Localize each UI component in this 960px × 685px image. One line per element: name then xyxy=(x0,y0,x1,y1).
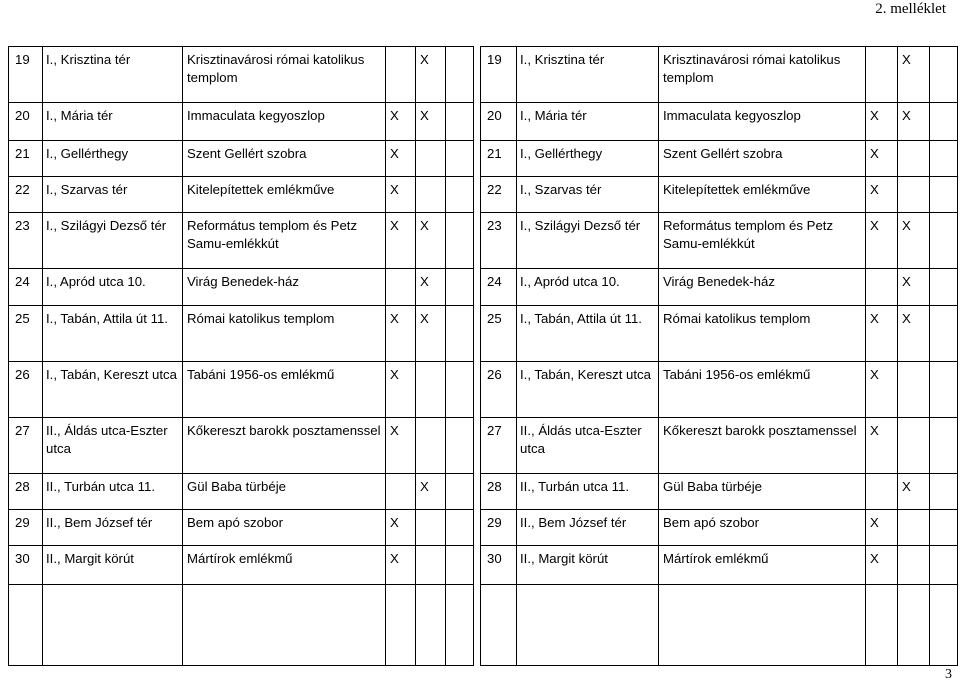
right-table-row xyxy=(481,213,958,269)
row-mark-1: X xyxy=(866,418,898,474)
row-location: II., Áldás utca-Eszter utca xyxy=(43,418,183,474)
row-number: 30 xyxy=(9,546,43,585)
row-mark-2 xyxy=(416,418,446,474)
left-table-row xyxy=(9,474,474,510)
right-table-row xyxy=(481,418,958,474)
row-mark-2: X xyxy=(898,306,930,362)
row-location: I., Mária tér xyxy=(43,103,183,141)
row-empty-cell xyxy=(446,141,474,177)
row-monument: Krisztinavárosi római katolikus templom xyxy=(659,47,866,103)
empty-cell xyxy=(446,585,474,666)
row-mark-1: X xyxy=(386,306,416,362)
empty-cell xyxy=(183,585,386,666)
empty-cell xyxy=(866,585,898,666)
row-number: 29 xyxy=(9,510,43,546)
row-mark-2: X xyxy=(416,306,446,362)
row-location: I., Szilágyi Dezső tér xyxy=(43,213,183,269)
row-empty-cell xyxy=(930,474,958,510)
row-number: 19 xyxy=(9,47,43,103)
row-number: 28 xyxy=(481,474,517,510)
row-location: I., Tabán, Kereszt utca xyxy=(517,362,659,418)
row-location: I., Szarvas tér xyxy=(517,177,659,213)
row-number: 19 xyxy=(481,47,517,103)
row-location: I., Szarvas tér xyxy=(43,177,183,213)
row-mark-2 xyxy=(416,141,446,177)
row-mark-1 xyxy=(866,474,898,510)
row-mark-2 xyxy=(416,177,446,213)
row-mark-1: X xyxy=(386,177,416,213)
row-number: 22 xyxy=(9,177,43,213)
row-empty-cell xyxy=(930,362,958,418)
monument-table-left xyxy=(8,46,474,666)
row-monument: Mártírok emlékmű xyxy=(659,546,866,585)
row-location: I., Gellérthegy xyxy=(517,141,659,177)
row-empty-cell xyxy=(930,510,958,546)
row-monument: Bem apó szobor xyxy=(659,510,866,546)
left-table-empty-row xyxy=(9,585,474,666)
right-table-row xyxy=(481,546,958,585)
row-monument: Tabáni 1956-os emlékmű xyxy=(183,362,386,418)
row-location: I., Apród utca 10. xyxy=(43,269,183,306)
row-mark-1: X xyxy=(866,362,898,418)
row-empty-cell xyxy=(446,474,474,510)
row-location: I., Krisztina tér xyxy=(517,47,659,103)
left-table-row xyxy=(9,362,474,418)
row-location: I., Gellérthegy xyxy=(43,141,183,177)
left-table-row xyxy=(9,546,474,585)
empty-cell xyxy=(9,585,43,666)
row-location: I., Tabán, Attila út 11. xyxy=(43,306,183,362)
right-table-row xyxy=(481,141,958,177)
empty-cell xyxy=(517,585,659,666)
row-mark-1 xyxy=(386,474,416,510)
empty-cell xyxy=(43,585,183,666)
row-empty-cell xyxy=(446,103,474,141)
right-table-row xyxy=(481,306,958,362)
empty-cell xyxy=(386,585,416,666)
left-table-row xyxy=(9,141,474,177)
row-mark-1: X xyxy=(386,213,416,269)
left-table-row xyxy=(9,103,474,141)
empty-cell xyxy=(481,585,517,666)
row-monument: Gül Baba türbéje xyxy=(659,474,866,510)
row-location: II., Margit körút xyxy=(43,546,183,585)
empty-cell xyxy=(416,585,446,666)
row-monument: Gül Baba türbéje xyxy=(183,474,386,510)
monument-table-left-body xyxy=(9,47,474,666)
row-mark-1 xyxy=(386,269,416,306)
monument-table-right-body xyxy=(481,47,958,666)
row-monument: Református templom és Petz Samu-emlékkút xyxy=(183,213,386,269)
row-mark-2 xyxy=(416,546,446,585)
row-mark-1: X xyxy=(866,546,898,585)
row-monument: Immaculata kegyoszlop xyxy=(183,103,386,141)
row-empty-cell xyxy=(446,306,474,362)
row-empty-cell xyxy=(446,213,474,269)
left-table-row xyxy=(9,213,474,269)
row-empty-cell xyxy=(446,510,474,546)
row-monument: Virág Benedek-ház xyxy=(183,269,386,306)
row-number: 23 xyxy=(481,213,517,269)
page-number: 3 xyxy=(945,667,952,682)
row-monument: Kitelepítettek emlékműve xyxy=(183,177,386,213)
row-monument: Tabáni 1956-os emlékmű xyxy=(659,362,866,418)
row-empty-cell xyxy=(446,47,474,103)
row-number: 23 xyxy=(9,213,43,269)
row-mark-2: X xyxy=(416,269,446,306)
row-empty-cell xyxy=(930,141,958,177)
row-number: 21 xyxy=(481,141,517,177)
row-location: I., Szilágyi Dezső tér xyxy=(517,213,659,269)
row-monument: Mártírok emlékmű xyxy=(183,546,386,585)
right-table-row xyxy=(481,510,958,546)
row-monument: Virág Benedek-ház xyxy=(659,269,866,306)
row-empty-cell xyxy=(930,306,958,362)
row-number: 27 xyxy=(9,418,43,474)
row-mark-1 xyxy=(866,47,898,103)
row-mark-2 xyxy=(898,510,930,546)
row-mark-2: X xyxy=(416,47,446,103)
row-number: 20 xyxy=(9,103,43,141)
row-number: 26 xyxy=(481,362,517,418)
row-monument: Kitelepítettek emlékműve xyxy=(659,177,866,213)
row-mark-1: X xyxy=(866,177,898,213)
row-mark-2: X xyxy=(898,474,930,510)
row-mark-1: X xyxy=(386,510,416,546)
row-empty-cell xyxy=(446,418,474,474)
row-number: 25 xyxy=(481,306,517,362)
row-empty-cell xyxy=(930,546,958,585)
row-monument: Szent Gellért szobra xyxy=(183,141,386,177)
row-monument: Immaculata kegyoszlop xyxy=(659,103,866,141)
right-table-empty-row xyxy=(481,585,958,666)
row-mark-1: X xyxy=(866,141,898,177)
row-mark-2: X xyxy=(898,47,930,103)
row-monument: Kőkereszt barokk posztamenssel xyxy=(183,418,386,474)
row-number: 20 xyxy=(481,103,517,141)
row-location: I., Mária tér xyxy=(517,103,659,141)
row-location: II., Áldás utca-Eszter utca xyxy=(517,418,659,474)
right-table-row xyxy=(481,177,958,213)
right-table-row xyxy=(481,269,958,306)
row-mark-2 xyxy=(898,362,930,418)
row-monument: Római katolikus templom xyxy=(183,306,386,362)
row-number: 22 xyxy=(481,177,517,213)
row-empty-cell xyxy=(930,269,958,306)
row-empty-cell xyxy=(930,418,958,474)
left-table-row xyxy=(9,269,474,306)
row-empty-cell xyxy=(446,269,474,306)
row-empty-cell xyxy=(446,546,474,585)
left-table-row xyxy=(9,418,474,474)
row-number: 28 xyxy=(9,474,43,510)
row-number: 24 xyxy=(9,269,43,306)
row-location: II., Turbán utca 11. xyxy=(517,474,659,510)
row-location: II., Bem József tér xyxy=(517,510,659,546)
empty-cell xyxy=(898,585,930,666)
row-mark-2: X xyxy=(416,103,446,141)
row-mark-2: X xyxy=(416,474,446,510)
monument-table-right xyxy=(480,46,958,666)
row-number: 30 xyxy=(481,546,517,585)
row-mark-2 xyxy=(898,177,930,213)
row-number: 25 xyxy=(9,306,43,362)
row-number: 21 xyxy=(9,141,43,177)
row-mark-2 xyxy=(416,510,446,546)
row-mark-1 xyxy=(866,269,898,306)
row-empty-cell xyxy=(930,177,958,213)
row-mark-2 xyxy=(898,418,930,474)
row-mark-2 xyxy=(898,141,930,177)
row-mark-1 xyxy=(386,47,416,103)
row-number: 29 xyxy=(481,510,517,546)
row-number: 24 xyxy=(481,269,517,306)
row-location: I., Tabán, Attila út 11. xyxy=(517,306,659,362)
row-mark-1: X xyxy=(866,103,898,141)
row-mark-1: X xyxy=(386,141,416,177)
row-mark-1: X xyxy=(386,418,416,474)
row-mark-1: X xyxy=(386,546,416,585)
annex-label: 2. melléklet xyxy=(875,1,946,17)
row-location: I., Tabán, Kereszt utca xyxy=(43,362,183,418)
row-mark-1: X xyxy=(386,103,416,141)
row-empty-cell xyxy=(446,177,474,213)
row-location: II., Turbán utca 11. xyxy=(43,474,183,510)
row-location: I., Krisztina tér xyxy=(43,47,183,103)
row-monument: Kőkereszt barokk posztamenssel xyxy=(659,418,866,474)
row-mark-1: X xyxy=(866,306,898,362)
right-table-row xyxy=(481,103,958,141)
left-table-row xyxy=(9,177,474,213)
row-empty-cell xyxy=(930,103,958,141)
row-monument: Református templom és Petz Samu-emlékkút xyxy=(659,213,866,269)
row-mark-1: X xyxy=(866,213,898,269)
row-mark-1: X xyxy=(866,510,898,546)
right-table-row xyxy=(481,474,958,510)
row-mark-2 xyxy=(416,362,446,418)
row-mark-2 xyxy=(898,546,930,585)
row-location: II., Margit körút xyxy=(517,546,659,585)
row-location: I., Apród utca 10. xyxy=(517,269,659,306)
right-table-row xyxy=(481,47,958,103)
left-table-row xyxy=(9,47,474,103)
row-empty-cell xyxy=(930,47,958,103)
left-table-row xyxy=(9,510,474,546)
row-mark-2: X xyxy=(898,103,930,141)
row-monument: Bem apó szobor xyxy=(183,510,386,546)
row-empty-cell xyxy=(930,213,958,269)
row-location: II., Bem József tér xyxy=(43,510,183,546)
right-table-row xyxy=(481,362,958,418)
row-number: 27 xyxy=(481,418,517,474)
row-monument: Szent Gellért szobra xyxy=(659,141,866,177)
row-empty-cell xyxy=(446,362,474,418)
row-monument: Krisztinavárosi római katolikus templom xyxy=(183,47,386,103)
row-mark-1: X xyxy=(386,362,416,418)
row-mark-2: X xyxy=(898,213,930,269)
left-table-row xyxy=(9,306,474,362)
row-mark-2: X xyxy=(416,213,446,269)
row-monument: Római katolikus templom xyxy=(659,306,866,362)
empty-cell xyxy=(659,585,866,666)
row-mark-2: X xyxy=(898,269,930,306)
empty-cell xyxy=(930,585,958,666)
row-number: 26 xyxy=(9,362,43,418)
